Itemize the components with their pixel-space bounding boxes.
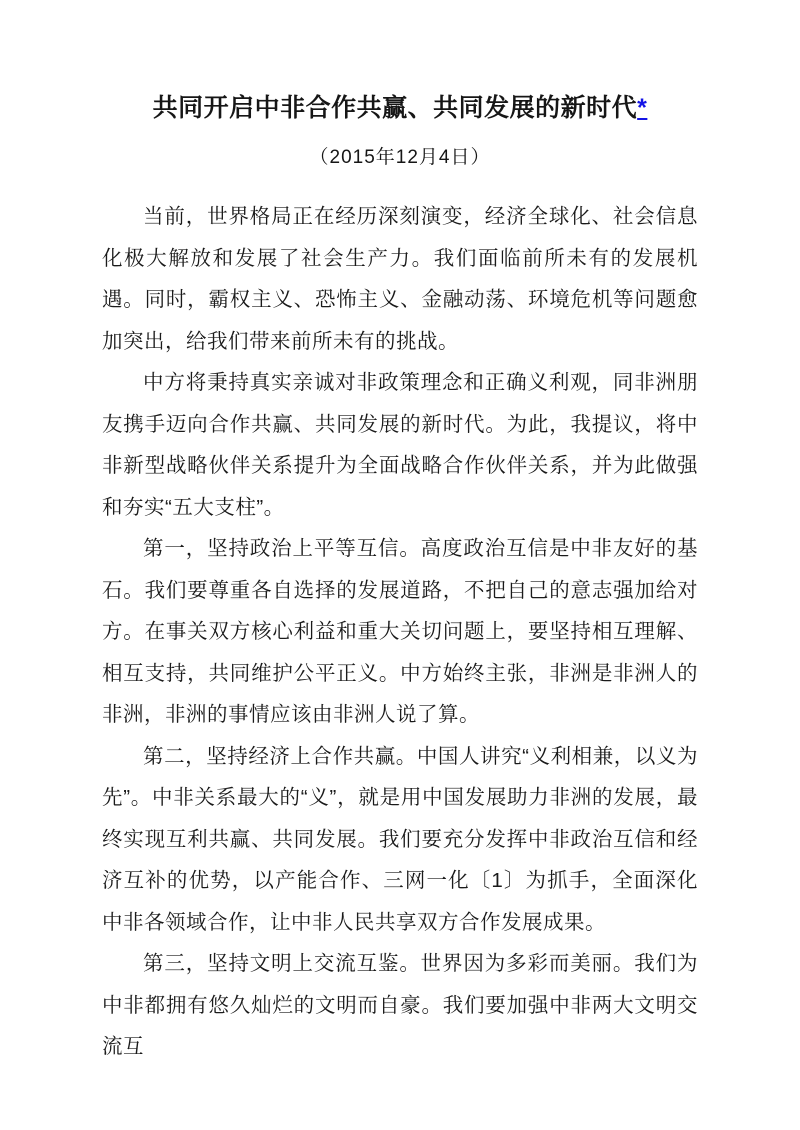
document-title: [0, 90, 800, 126]
body-paragraph-4: 第二，坚持经济上合作共赢。中国人讲究“义利相兼，以义为先”。中非关系最大的“义”，就是用中国发展助力非洲的发展，最终实现互利共赢、共同发展。我们要充分发挥中非政治互信和经济互补的优势，以产能合作、三网一化〔1〕为抓手，全面深化中非各领域合作，让中非人民共享双方合作发展成果。: [102, 744, 698, 934]
body-paragraph-3: 第一，坚持政治上平等互信。高度政治互信是中非友好的基石。我们要尊重各自选择的发展道路，不把自己的意志强加给对方。在事关双方核心利益和重大关切问题上，要坚持相互理解、相互支持，共同维护公平正义。中方始终主张，非洲是非洲人的非洲，非洲的事情应该由非洲人说了算。: [102, 537, 698, 726]
body-paragraph-5: 第三，坚持文明上交流互鉴。世界因为多彩而美丽。我们为中非都拥有悠久灿烂的文明而自豪。我们要加强中非两大文明交流互: [102, 952, 698, 1058]
document-date: （2015年12月4日）: [309, 147, 491, 168]
document-body: [102, 196, 698, 1068]
title-footnote-asterisk-link[interactable]: *: [637, 94, 648, 122]
body-paragraph-2: 中方将秉持真实亲诚对非政策理念和正确义利观，同非洲朋友携手迈向合作共赢、共同发展的新时代。为此，我提议，将中非新型战略伙伴关系提升为全面战略合作伙伴关系，并为此做强和夯实“五大支柱”。: [102, 371, 698, 519]
document-title-text: 共同开启中非合作共赢、共同发展的新时代: [152, 94, 638, 122]
body-paragraph-1: 当前，世界格局正在经历深刻演变，经济全球化、社会信息化极大解放和发展了社会生产力。我们面临前所未有的发展机遇。同时，霸权主义、恐怖主义、金融动荡、环境危机等问题愈加突出，给我们带来前所未有的挑战。: [102, 205, 698, 353]
